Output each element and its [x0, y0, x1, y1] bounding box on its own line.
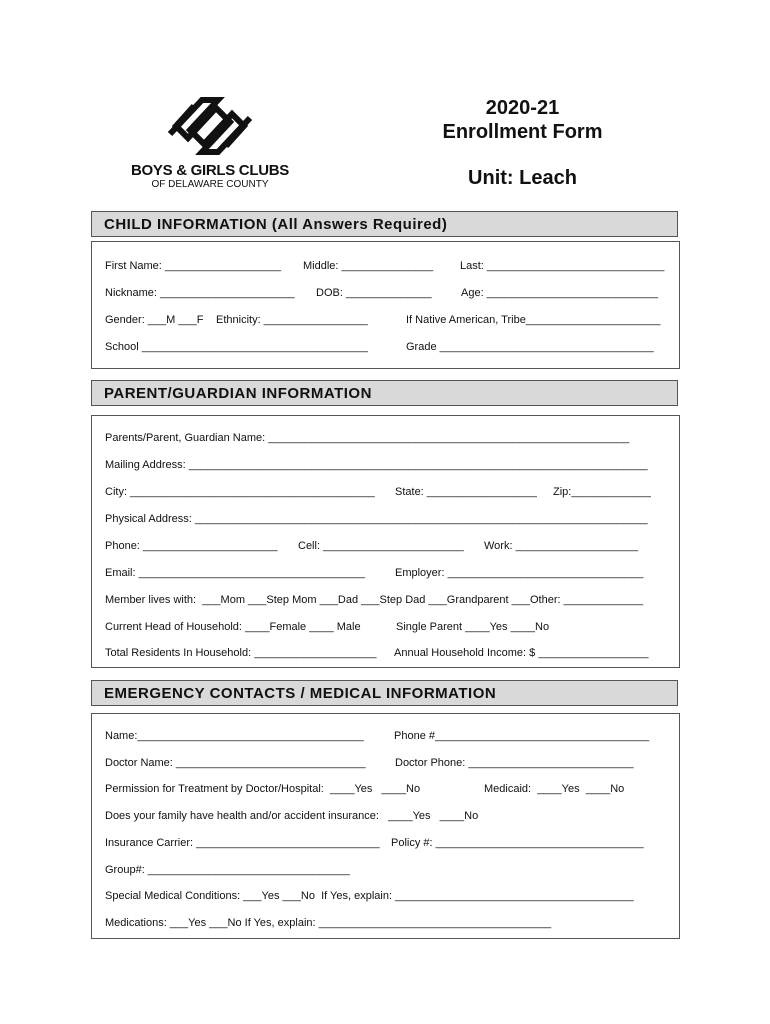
- email-field[interactable]: Email: _____________________________________: [105, 567, 365, 579]
- work-field[interactable]: Work: ____________________: [484, 540, 638, 552]
- doctor-name-field[interactable]: Doctor Name: _______________________________: [105, 757, 366, 769]
- org-logo: [120, 92, 300, 192]
- clubs-hands-icon: [160, 92, 260, 160]
- emergency-section: [91, 713, 680, 939]
- emergency-phone-field[interactable]: Phone #___________________________________: [394, 730, 650, 742]
- ethnicity-field[interactable]: Ethnicity: _________________: [216, 314, 368, 326]
- first-name-field[interactable]: First Name: ___________________: [105, 260, 282, 272]
- zip-field[interactable]: Zip:_____________: [553, 486, 651, 498]
- medical-conditions-field[interactable]: Special Medical Conditions: ___Yes ___No If Yes, explain: _______________________________________: [105, 890, 634, 902]
- total-residents-field[interactable]: Total Residents In Household: ____________________: [105, 647, 377, 659]
- mailing-address-field[interactable]: Mailing Address: ___________________________________________________________________________: [105, 459, 648, 471]
- tribe-field[interactable]: If Native American, Tribe______________________: [406, 314, 661, 326]
- parent-section: [91, 415, 680, 668]
- school-field[interactable]: School _____________________________________: [105, 341, 369, 353]
- form-name: Enrollment Form: [442, 121, 603, 143]
- last-name-field[interactable]: Last: _____________________________: [460, 260, 665, 272]
- form-unit: Unit: Leach: [468, 167, 577, 189]
- dob-field[interactable]: DOB: ______________: [316, 287, 432, 299]
- employer-field[interactable]: Employer: ________________________________: [395, 567, 644, 579]
- physical-address-field[interactable]: Physical Address: __________________________________________________________________________: [105, 513, 648, 525]
- medicaid-field[interactable]: Medicaid: ____Yes ____No: [484, 783, 625, 795]
- treatment-permission-field[interactable]: Permission for Treatment by Doctor/Hospital: ____Yes ____No: [105, 783, 421, 795]
- emergency-name-field[interactable]: Name:_____________________________________: [105, 730, 364, 742]
- policy-number-field[interactable]: Policy #: __________________________________: [391, 837, 644, 849]
- insurance-question-field[interactable]: Does your family have health and/or accident insurance: ____Yes ____No: [105, 810, 479, 822]
- insurance-carrier-field[interactable]: Insurance Carrier: ______________________________: [105, 837, 380, 849]
- gender-field[interactable]: Gender: ___M ___F: [105, 314, 204, 326]
- medications-field[interactable]: Medications: ___Yes ___No If Yes, explain: ______________________________________: [105, 917, 552, 929]
- parent-section-heading: PARENT/GUARDIAN INFORMATION: [91, 380, 678, 406]
- single-parent-field[interactable]: Single Parent ____Yes ____No: [396, 621, 550, 633]
- middle-name-field[interactable]: Middle: _______________: [303, 260, 434, 272]
- org-name: BOYS & GIRLS CLUBS: [131, 162, 289, 179]
- group-number-field[interactable]: Group#: _________________________________: [105, 864, 350, 876]
- household-income-field[interactable]: Annual Household Income: $ __________________: [394, 647, 649, 659]
- guardian-name-field[interactable]: Parents/Parent, Guardian Name: ___________________________________________________________: [105, 432, 630, 444]
- form-title: [410, 96, 635, 190]
- head-of-household-field[interactable]: Current Head of Household: ____Female ____ Male: [105, 621, 361, 633]
- form-year: 2020-21: [485, 97, 560, 119]
- cell-field[interactable]: Cell: _______________________: [298, 540, 464, 552]
- nickname-field[interactable]: Nickname: ______________________: [105, 287, 295, 299]
- doctor-phone-field[interactable]: Doctor Phone: ___________________________: [395, 757, 634, 769]
- state-field[interactable]: State: __________________: [395, 486, 537, 498]
- city-field[interactable]: City: ________________________________________: [105, 486, 375, 498]
- phone-field[interactable]: Phone: ______________________: [105, 540, 278, 552]
- grade-field[interactable]: Grade ___________________________________: [406, 341, 654, 353]
- org-subname: OF DELAWARE COUNTY: [151, 179, 269, 190]
- lives-with-field[interactable]: Member lives with: ___Mom ___Step Mom ___Dad ___Step Dad ___Grandparent ___Other: _____________: [105, 594, 644, 606]
- emergency-section-heading: EMERGENCY CONTACTS / MEDICAL INFORMATION: [91, 680, 678, 706]
- child-section-heading: CHILD INFORMATION (All Answers Required): [91, 211, 678, 237]
- age-field[interactable]: Age: ____________________________: [461, 287, 658, 299]
- child-section: [91, 241, 680, 369]
